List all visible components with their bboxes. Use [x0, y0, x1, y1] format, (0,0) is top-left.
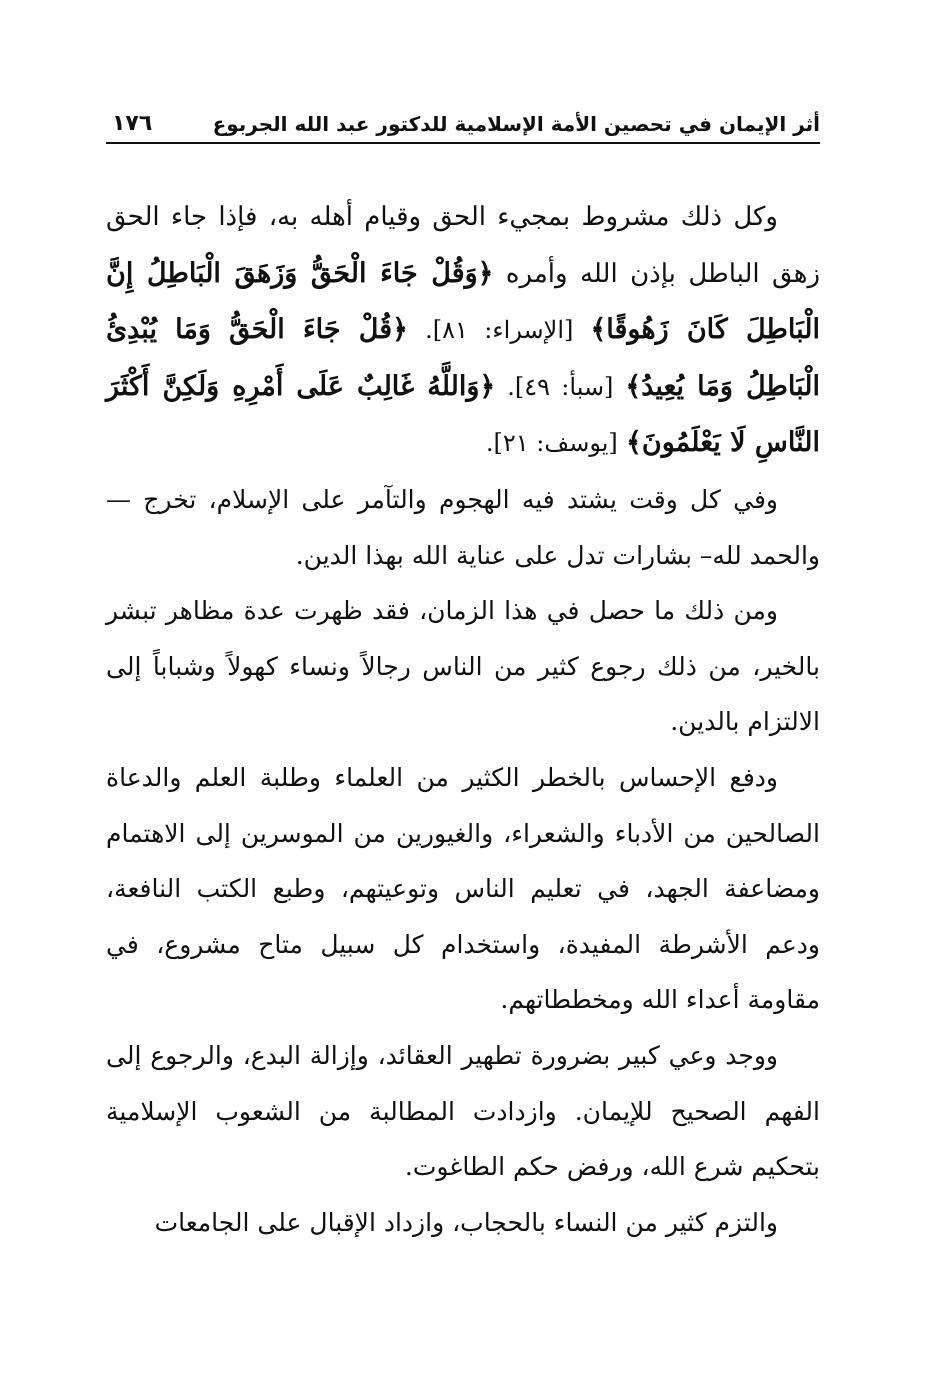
running-header: [106, 100, 820, 144]
paragraph-quran-citations: [106, 190, 820, 472]
quran-verse-isra: ﴿وَقُلْ جَاءَ الْحَقُّ وَزَهَقَ الْبَاطِلُ إِنَّ الْبَاطِلَ كَانَ زَهُوقًا﴾: [106, 257, 821, 346]
paragraph-scholars-efforts: ودفع الإحساس بالخطر الكثير من العلماء وطلبة العلم والدعاة الصالحين من الأدباء والشعراء، والغيورين من الموسرين إلى الاهتمام ومضاعفة الجهد، في تعليم الناس وتوعيتهم، وطبع الكتب النافعة، ودعم الأشرطة المفيدة، واستخدام كل سبيل متاح مشروع، في مقاومة أعداء الله ومخططاتهم.: [106, 762, 820, 1015]
paragraph-hijab: والتزم كثير من النساء بالحجاب، وازداد الإقبال على الجامعات: [154, 1207, 778, 1237]
verse-reference-yusuf: [يوسف: ٢١].: [485, 429, 618, 458]
paragraph-return-to-religion: ومن ذلك ما حصل في هذا الزمان، فقد ظهرت عدة مظاهر تبشر بالخير، من ذلك رجوع كثير من الناس رجالاً ونساء كهولاً وشباباً إلى الالتزام بالدين.: [106, 596, 820, 737]
page-body: [106, 190, 820, 1250]
running-header-title: أثر الإيمان في تحصين الأمة الإسلامية للدكتور عبد الله الجربوع: [212, 112, 820, 136]
paragraph-awareness: ووجد وعي كبير بضرورة تطهير العقائد، وإزالة البدع، والرجوع إلى الفهم الصحيح للإيمان. وازدادت المطالبة من الشعوب الإسلامية بتحكيم شرع الله، ورفض حكم الطاغوت.: [106, 1040, 820, 1182]
verse-reference-isra: [الإسراء: ٨١].: [425, 316, 574, 345]
page-number: ١٧٦: [112, 111, 153, 136]
quran-verse-saba: ﴿قُلْ جَاءَ الْحَقُّ وَمَا يُبْدِئُ الْبَاطِلُ وَمَا يُعِيدُ﴾: [106, 314, 821, 402]
verse-reference-saba: [سبأ: ٤٩].: [507, 372, 614, 401]
paragraph-intro-text: وكل ذلك مشروط بمجيء الحق وقيام أهله به، فإذا جاء الحق زهق الباطل بإذن الله وأمره: [106, 202, 820, 289]
quran-verse-yusuf: ﴿وَاللَّهُ غَالِبٌ عَلَى أَمْرِهِ وَلَكِنَّ أَكْثَرَ النَّاسِ لَا يَعْلَمُونَ﴾: [106, 370, 820, 459]
paragraph-glad-tidings: وفي كل وقت يشتد فيه الهجوم والتآمر على الإسلام، تخرج —والحمد لله– بشارات تدل على عناية الله بهذا الدين.: [106, 484, 820, 570]
